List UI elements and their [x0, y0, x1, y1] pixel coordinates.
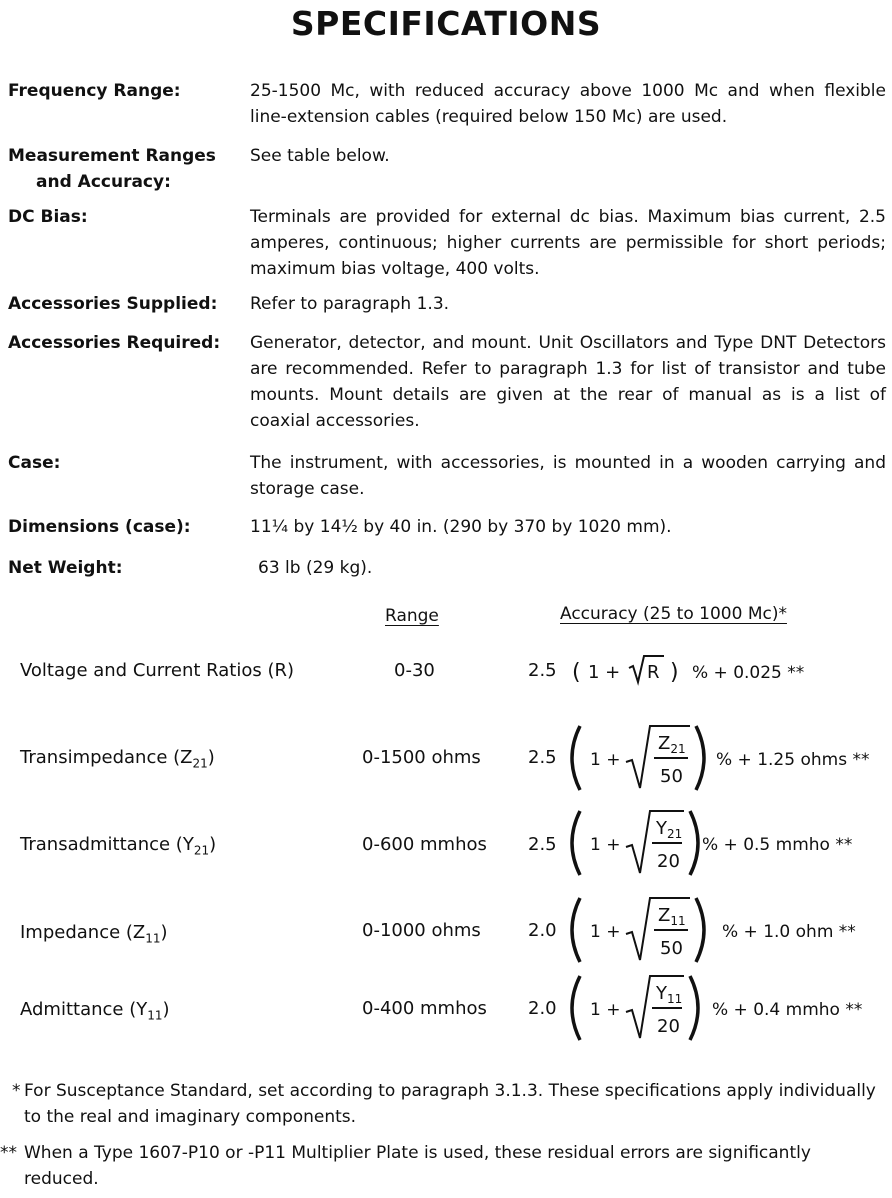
formula-svg [562, 650, 892, 694]
measurement-name [20, 999, 170, 1023]
name-close: ) [160, 922, 168, 943]
name-subscript: 21 [192, 756, 208, 771]
name-close: ) [162, 999, 170, 1020]
accuracy-coefficient: 2.5 [528, 747, 557, 768]
spec-label: Dimensions (case): [8, 517, 191, 537]
close-paren [696, 898, 704, 962]
fraction-denominator: 20 [657, 1016, 680, 1037]
range-header: Range [385, 606, 439, 626]
formula-one-plus: 1 + [590, 922, 621, 942]
accuracy-formula [562, 894, 892, 971]
name-subscript: 11 [147, 1008, 163, 1023]
accuracy-row-transimpedance [20, 722, 888, 792]
fraction-numerator: $Z_{21}$ [658, 733, 686, 756]
close-paren [696, 726, 704, 790]
measurement-name [20, 747, 215, 771]
page-title: SPECIFICATIONS [290, 4, 602, 43]
accuracy-formula [562, 807, 892, 884]
spec-label: Accessories Required: [8, 333, 221, 353]
open-paren: ( [572, 660, 581, 685]
name-subscript: 21 [193, 843, 210, 858]
accuracy-formula [562, 722, 892, 799]
spec-label: Case: [8, 453, 61, 473]
formula-tail: % + 1.25 ohms ** [716, 750, 870, 770]
name-close: ) [209, 834, 217, 855]
measurement-range: 0-1000 ohms [362, 920, 481, 941]
accuracy-formula [562, 972, 892, 1049]
footnote-mark: ** [0, 1143, 17, 1163]
accuracy-coefficient: 2.5 [528, 660, 557, 681]
formula-tail: % + 0.5 mmho ** [702, 835, 853, 855]
open-paren [572, 898, 580, 962]
formula-tail: % + 0.025 ** [692, 663, 805, 683]
spec-label: Accessories Supplied: [8, 294, 218, 314]
formula-variable: R [647, 662, 660, 683]
fraction-denominator: 50 [660, 766, 683, 787]
open-paren [572, 976, 580, 1040]
spec-label [8, 143, 216, 195]
fraction-denominator: 50 [660, 938, 683, 959]
name-text: Admittance (Y [20, 999, 148, 1020]
accuracy-row-voltage-current [20, 650, 888, 720]
fraction-numerator: $Y_{11}$ [656, 983, 683, 1006]
open-paren [572, 811, 580, 875]
name-text: Transadmittance (Y [20, 834, 194, 855]
formula-svg [562, 722, 892, 794]
accuracy-coefficient: 2.0 [528, 998, 557, 1019]
formula-svg [562, 807, 892, 879]
fraction-denominator: 20 [657, 851, 680, 872]
accuracy-row-admittance [20, 972, 888, 1042]
spec-value: Refer to paragraph 1.3. [250, 294, 450, 314]
spec-value: The instrument, with accessories, is mounted in a wooden carrying and storage case. [250, 453, 886, 499]
spec-value: Generator, detector, and mount. Unit Oscillators and Type DNT Detectors are recommended. Refer to paragraph 1.3 for list of transistor and tube mounts. Mount details are given at the rear of manual as is a list of coaxial accessories. [250, 333, 886, 431]
footnote-mark: * [12, 1081, 21, 1101]
formula-svg [562, 972, 892, 1044]
measurement-name: Voltage and Current Ratios (R) [20, 660, 295, 681]
open-paren [572, 726, 580, 790]
formula-one-plus: 1 + [590, 1000, 621, 1020]
footnote-text: For Susceptance Standard, set according to paragraph 3.1.3. These specifications apply individually to the real and imaginary components. [24, 1081, 876, 1127]
fraction-numerator: $Y_{21}$ [656, 818, 683, 841]
measurement-range: 0-30 [394, 660, 435, 681]
formula-one-plus: 1 + [590, 835, 621, 855]
accuracy-coefficient: 2.5 [528, 834, 557, 855]
spec-value: 11¼ by 14½ by 40 in. (290 by 370 by 1020 mm). [250, 517, 672, 537]
formula-svg [562, 894, 892, 966]
measurement-name [20, 834, 216, 858]
spec-label-line-2: and Accuracy: [36, 172, 171, 192]
name-text: Transimpedance (Z [20, 747, 193, 768]
close-paren: ) [670, 660, 679, 685]
name-text: Impedance (Z [20, 922, 146, 943]
close-paren [690, 811, 698, 875]
accuracy-header: Accuracy (25 to 1000 Mc)* [560, 604, 787, 624]
spec-value: Terminals are provided for external dc bias. Maximum bias current, 2.5 amperes, continuous; higher currents are permissible for short periods; maximum bias voltage, 400 volts. [250, 207, 886, 279]
measurement-range: 0-600 mmhos [362, 834, 487, 855]
formula-one-plus: 1 + [588, 662, 621, 683]
formula-tail: % + 0.4 mmho ** [712, 1000, 863, 1020]
spec-value: 63 lb (29 kg). [258, 558, 373, 578]
formula-one-plus: 1 + [590, 750, 621, 770]
accuracy-formula [562, 650, 892, 699]
spec-label: Frequency Range: [8, 81, 181, 101]
measurement-range: 0-1500 ohms [362, 747, 481, 768]
accuracy-row-impedance [20, 894, 888, 964]
spec-label-line-1: Measurement Ranges [8, 146, 216, 166]
spec-label: Net Weight: [8, 558, 123, 578]
footnote-text: When a Type 1607-P10 or -P11 Multiplier Plate is used, these residual errors are significantly reduced. [24, 1143, 811, 1189]
measurement-range: 0-400 mmhos [362, 998, 487, 1019]
spec-value: See table below. [250, 146, 390, 166]
spec-value: 25-1500 Mc, with reduced accuracy above 1000 Mc and when flexible line-extension cables (required below 150 Mc) are used. [250, 81, 886, 127]
name-subscript: 11 [145, 931, 161, 946]
close-paren [690, 976, 698, 1040]
measurement-name [20, 922, 168, 946]
accuracy-coefficient: 2.0 [528, 920, 557, 941]
accuracy-row-transadmittance [20, 807, 888, 877]
fraction-numerator: $Z_{11}$ [658, 905, 686, 928]
formula-tail: % + 1.0 ohm ** [722, 922, 856, 942]
name-close: ) [207, 747, 215, 768]
spec-label: DC Bias: [8, 207, 88, 227]
